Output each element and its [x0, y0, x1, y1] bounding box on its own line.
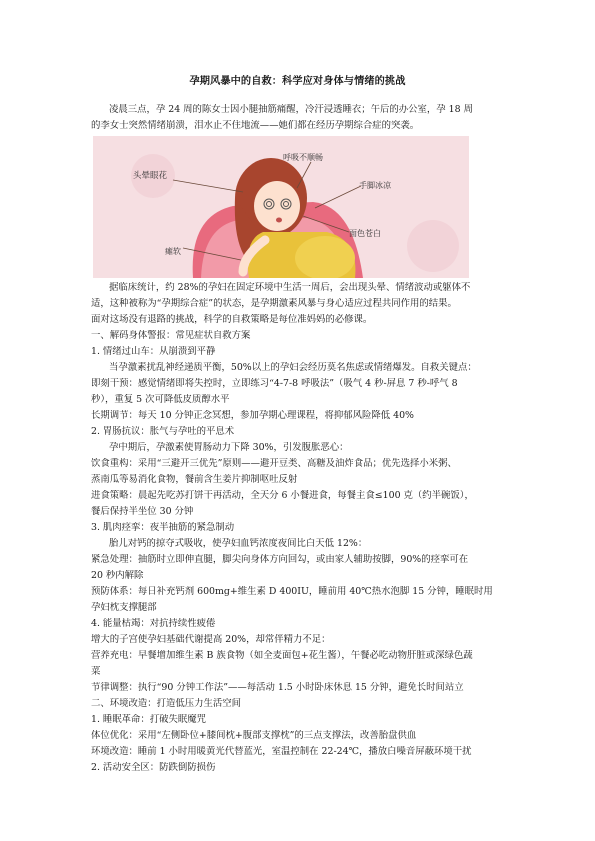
paragraph-line: 孕中期后，孕激素使胃肠动力下降 30%，引发腹胀恶心：	[109, 442, 349, 453]
paragraph-line: 餐后保持半坐位 30 分钟	[91, 506, 194, 517]
intro-line: 的李女士突然情绪崩溃，泪水止不住地流——她们都在经历孕期综合症的突袭。	[91, 120, 420, 131]
paragraph-line: 环境改造：睡前 1 小时用暖黄光代替蓝光，室温控制在 22-24℃，播放白噪音屏蔽环境干扰	[91, 746, 472, 757]
paragraph-line: 当孕激素扰乱神经递质平衡，50%以上的孕妇会经历莫名焦虑或情绪爆发。自救关键点：	[109, 362, 477, 373]
subsection-heading: 4. 能量枯竭：对抗持续性疲倦	[91, 618, 216, 629]
subsection-heading: 1. 睡眠革命：打破失眠魔咒	[91, 714, 207, 725]
face-shape	[254, 181, 300, 231]
section-heading: 二、环境改造：打造低压力生活空间	[91, 698, 242, 709]
paragraph-line: 据临床统计，约 28%的孕妇在固定环境中生活一周后，会出现头晕、情绪波动或躯体不	[109, 282, 471, 293]
subsection-heading: 2. 活动安全区：防跌倒防损伤	[91, 762, 216, 773]
paragraph-line: 菜	[91, 666, 101, 677]
illustration-pregnant-woman	[93, 136, 469, 278]
paragraph-line: 长期调节：每天 10 分钟正念冥想，参加孕期心理课程，将抑郁风险降低 40%	[91, 410, 414, 421]
paragraph-line: 节律调整：执行“90 分钟工作法”——每活动 1.5 小时卧床休息 15 分钟，避免长时间站立	[91, 682, 464, 693]
page-title: 孕期风暴中的自救：科学应对身体与情绪的挑战	[189, 75, 406, 87]
paragraph-line: 进食策略：晨起先吃苏打饼干再活动，全天分 6 小餐进食，每餐主食≤100 克（约半碗饭），	[91, 490, 474, 501]
paragraph-line: 增大的子宫使孕妇基础代谢提高 20%，却常伴精力不足：	[91, 634, 331, 645]
paragraph-line: 体位优化：采用“左侧卧位+膝间枕+腹部支撑枕”的三点支撑法，改善胎盘供血	[91, 730, 417, 741]
section-heading: 一、解码身体警报：常见症状自救方案	[91, 330, 251, 341]
paragraph-line: 胎儿对钙的掠夺式吸收，使孕妇血钙浓度夜间比白天低 12%：	[109, 538, 368, 549]
paragraph-line: 预防体系：每日补充钙剂 600mg+维生素 D 400IU，睡前用 40℃热水泡脚 15 分钟，睡眠时用	[91, 586, 493, 597]
label-weak: 瘫软	[165, 247, 181, 256]
intro-line: 凌晨三点，孕 24 周的陈女士因小腿抽筋痛醒，冷汗浸透睡衣；午后的办公室，孕 18 周	[109, 104, 473, 115]
subsection-heading: 3. 肌肉痉挛：夜半抽筋的紧急制动	[91, 522, 235, 533]
label-dizzy: 头晕眼花	[133, 171, 168, 181]
paragraph-line: 紧急处理：抽筋时立即伸直腿，脚尖向身体方向回勾，或由家人辅助按脚，90%的痉挛可在	[91, 554, 469, 565]
label-pale: 面色苍白	[349, 229, 381, 238]
label-cold-hands: 手脚冰凉	[359, 181, 391, 190]
callout-line	[315, 186, 361, 208]
paragraph-line: 适，这种被称为“孕期综合症”的状态，是孕期激素风暴与身心适应过程共同作用的结果。	[91, 298, 457, 309]
paragraph-line: 即刻干预：感觉情绪即将失控时，立即练习“4-7-8 呼吸法”（吸气 4 秒-屏息 7 秒-呼气 8	[91, 378, 458, 389]
paragraph-line: 面对这场没有退路的挑战，科学的自救策略是每位准妈妈的必修课。	[91, 314, 373, 325]
background-blob	[407, 220, 459, 272]
paragraph-line: 20 秒内解除	[91, 570, 144, 581]
paragraph-line: 营养充电：早餐增加维生素 B 族食物（如全麦面包+花生酱），午餐必吃动物肝脏或深绿色蔬	[91, 650, 473, 661]
label-breath: 呼吸不顺畅	[283, 153, 323, 162]
paragraph-line: 饮食重构：采用“三避开三优先”原则——避开豆类、高糖及油炸食品；优先选择小米粥、	[91, 458, 457, 469]
paragraph-line: 孕妇枕支撑腿部	[91, 602, 157, 613]
subsection-heading: 2. 胃肠抗议：胀气与孕吐的平息术	[91, 426, 235, 437]
subsection-heading: 1. 情绪过山车：从崩溃到平静	[91, 346, 216, 357]
belly-shape	[295, 236, 355, 278]
paragraph-line: 蒸南瓜等易消化食物，餐前含生姜片抑制呕吐反射	[91, 474, 298, 485]
illustration-drawing	[93, 136, 469, 278]
mouth-shape	[276, 218, 282, 223]
paragraph-line: 秒），重复 5 次可降低皮质醇水平	[91, 394, 230, 405]
callout-line	[173, 180, 243, 192]
